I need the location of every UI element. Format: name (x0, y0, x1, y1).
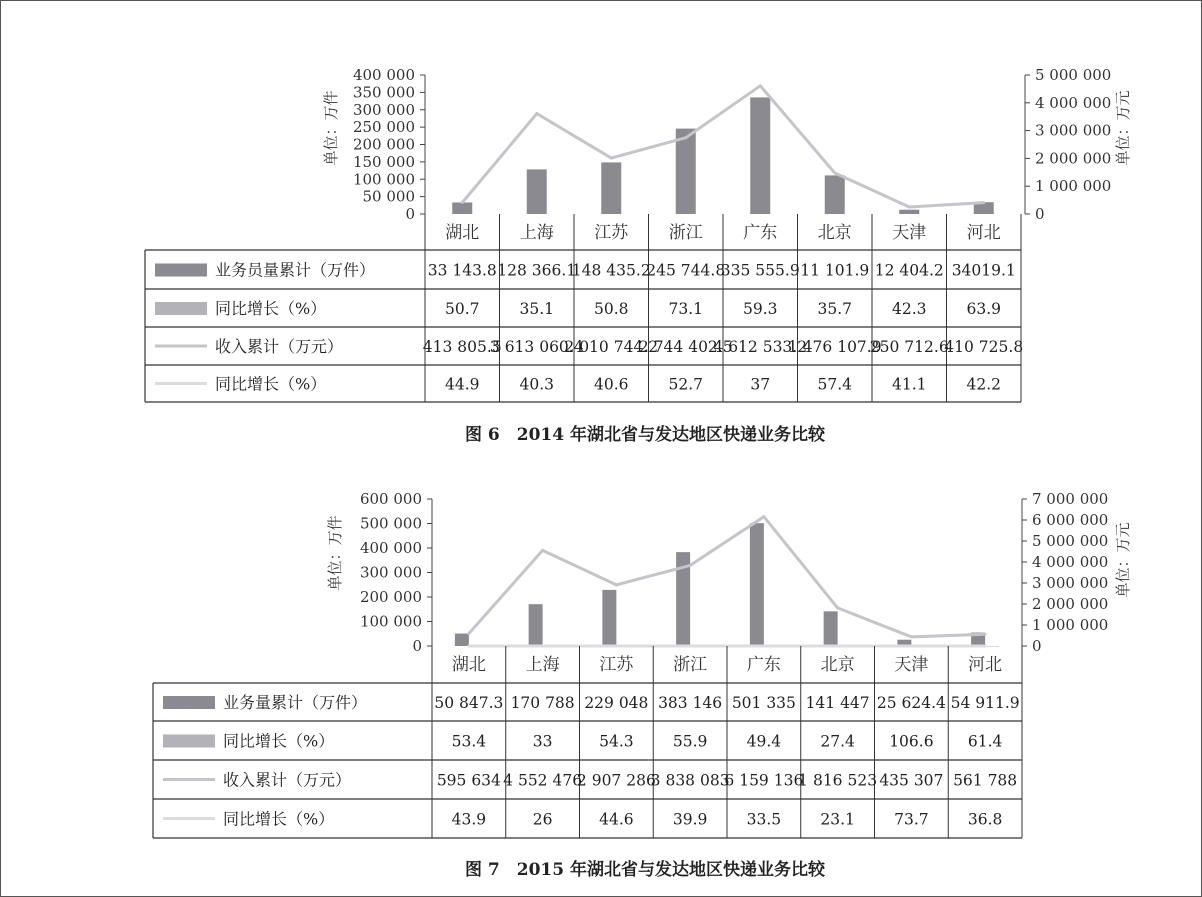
series-label: 同比增长（%） (215, 299, 327, 318)
line-point-3-7 (984, 644, 987, 647)
right-tick-label: 3 000 000 (1035, 121, 1112, 140)
bar-0-1 (529, 604, 543, 646)
table-cell: 40.6 (593, 375, 629, 394)
line-point-3-2 (615, 644, 618, 647)
category-label: 浙江 (668, 223, 703, 243)
left-tick-label: 0 (405, 205, 415, 223)
category-label: 江苏 (594, 223, 629, 243)
category-label: 湖北 (451, 655, 486, 675)
line-point-2-1 (541, 549, 544, 552)
table-cell: 53.4 (451, 732, 487, 751)
table-cell: 63.9 (966, 300, 1002, 318)
line-point-3-1 (541, 644, 544, 647)
table-cell: 49.4 (746, 732, 782, 751)
category-label: 天津 (892, 223, 927, 243)
bar-0-1 (527, 169, 547, 214)
right-tick-label: 5 000 000 (1035, 66, 1112, 84)
series-label: 业务员量累计（万件） (215, 260, 376, 280)
bar-1-7 (985, 646, 999, 647)
legend-key-1 (155, 302, 207, 315)
table-cell: 73.1 (668, 300, 704, 318)
right-axis-unit-label: 单位：万元 (1114, 90, 1132, 166)
table-cell: 37 (750, 375, 771, 394)
table-cell: 501 335 (731, 694, 796, 712)
table-cell: 12 404.2 (874, 261, 944, 280)
table-cell: 245 744.8 (646, 261, 726, 280)
line-point-2-2 (610, 157, 613, 160)
bar-0-3 (676, 129, 696, 214)
series-label: 收入累计（万元） (223, 770, 352, 790)
table-cell: 36.8 (967, 810, 1003, 829)
right-tick-label: 4 000 000 (1032, 553, 1109, 571)
bar-0-4 (750, 97, 770, 214)
table-cell: 50 847.3 (434, 694, 504, 712)
table-cell: 43.9 (451, 810, 487, 829)
table-cell: 35.7 (817, 300, 853, 318)
category-label: 河北 (966, 223, 1001, 243)
left-tick-label: 300 000 (359, 563, 422, 582)
left-tick-label: 100 000 (359, 612, 422, 631)
right-tick-label: 7 000 000 (1032, 490, 1109, 508)
table-cell: 2 907 286 (576, 771, 656, 790)
right-axis-unit-label: 单位：万元 (1114, 522, 1132, 598)
bar-0-5 (824, 611, 838, 646)
table-cell: 2 744 402.5 (638, 338, 733, 356)
category-label: 广东 (746, 655, 781, 675)
table-cell: 561 788 (953, 771, 1018, 790)
table-cell: 57.4 (817, 375, 853, 394)
bar-0-6 (899, 210, 919, 214)
left-tick-label: 0 (412, 637, 422, 655)
left-tick-label: 50 000 (362, 187, 415, 206)
right-tick-label: 3 000 000 (1032, 574, 1109, 592)
line-point-2-5 (836, 606, 839, 609)
legend-key-0 (163, 696, 215, 709)
figure-caption: 图 6 2014 年湖北省与发达地区快递业务比较 (465, 425, 825, 445)
table-cell: 27.4 (820, 732, 855, 751)
table-cell: 106.6 (889, 732, 934, 751)
legend-key-1 (163, 735, 215, 748)
category-label: 北京 (820, 655, 855, 675)
table-cell: 250 712.6 (869, 338, 949, 356)
table-cell: 55.9 (672, 732, 708, 751)
category-label: 河北 (968, 655, 1003, 675)
left-tick-label: 400 000 (352, 66, 415, 84)
table-cell: 3 838 083 (650, 771, 730, 790)
category-label: 上海 (519, 223, 554, 243)
line-point-2-3 (684, 136, 687, 139)
table-cell: 6 159 136 (724, 771, 804, 790)
left-tick-label: 400 000 (359, 539, 422, 557)
right-tick-label: 2 000 000 (1035, 149, 1112, 168)
line-point-2-2 (615, 583, 618, 586)
table-cell: 44.6 (599, 810, 634, 829)
line-point-3-3 (689, 644, 692, 647)
table-cell: 4 552 476 (503, 771, 583, 790)
line-point-2-3 (689, 564, 692, 567)
table-cell: 35.1 (519, 300, 555, 318)
series-label: 业务量累计（万件） (223, 693, 368, 712)
table-cell: 170 788 (510, 694, 575, 712)
line-point-2-6 (910, 635, 913, 638)
left-tick-label: 150 000 (352, 152, 415, 171)
line-point-2-1 (535, 112, 538, 115)
table-cell: 42.2 (966, 375, 1002, 394)
table-cell: 59.3 (742, 300, 778, 318)
table-cell: 128 366.1 (497, 261, 577, 280)
category-label: 天津 (894, 655, 929, 675)
table-cell: 34019.1 (951, 261, 1016, 280)
table-cell: 23.1 (820, 810, 855, 829)
table-cell: 141 447 (805, 694, 870, 712)
table-cell: 40.3 (519, 375, 555, 394)
table-cell: 42.3 (891, 300, 927, 318)
left-axis-unit-label: 单位：万件 (322, 90, 340, 166)
table-cell: 39.9 (672, 810, 708, 829)
table-cell: 73.7 (894, 810, 929, 829)
line-point-2-5 (833, 171, 836, 174)
figure-caption: 图 7 2015 年湖北省与发达地区快递业务比较 (465, 860, 825, 880)
line-point-3-5 (836, 644, 839, 647)
table-cell: 50.8 (593, 300, 629, 318)
right-tick-label: 1 000 000 (1035, 177, 1112, 196)
table-cell: 61.4 (967, 732, 1003, 751)
line-point-2-0 (461, 201, 464, 204)
table-cell: 25 624.4 (876, 694, 946, 712)
bar-0-0 (455, 634, 469, 646)
left-tick-label: 200 000 (359, 588, 422, 606)
table-cell: 4 612 533.2 (713, 338, 808, 356)
category-label: 北京 (817, 223, 852, 243)
series-label: 同比增长（%） (223, 809, 335, 829)
table-cell: 410 725.8 (944, 338, 1024, 356)
table-cell: 1 476 107.9 (787, 338, 882, 356)
table-cell: 335 555.9 (720, 261, 800, 280)
table-cell: 44.9 (444, 375, 480, 394)
table-cell: 229 048 (584, 694, 649, 712)
bar-0-4 (750, 523, 764, 646)
right-tick-label: 5 000 000 (1032, 532, 1109, 550)
left-axis-unit-label: 单位：万件 (326, 515, 344, 591)
line-point-3-0 (467, 644, 470, 647)
category-label: 浙江 (673, 655, 708, 675)
right-tick-label: 0 (1032, 637, 1042, 655)
series-label: 同比增长（%） (215, 374, 327, 394)
table-cell: 41.1 (891, 375, 927, 394)
table-cell: 50.7 (444, 300, 480, 318)
right-tick-label: 6 000 000 (1032, 511, 1109, 529)
category-label: 广东 (743, 223, 778, 243)
table-cell: 54 911.9 (950, 694, 1020, 712)
left-tick-label: 500 000 (359, 514, 422, 533)
category-label: 江苏 (599, 655, 634, 675)
line-point-2-6 (908, 206, 911, 209)
series-label: 收入累计（万元） (215, 337, 344, 356)
table-cell: 595 634 (436, 771, 501, 790)
table-cell: 2 010 744.2 (564, 338, 659, 356)
right-tick-label: 1 000 000 (1032, 616, 1109, 634)
series-line-2 (469, 517, 985, 637)
table-cell: 52.7 (668, 375, 704, 394)
table-cell: 33 143.8 (427, 261, 497, 280)
series-label: 同比增长（%） (223, 731, 335, 751)
bar-0-0 (452, 202, 472, 214)
table-cell: 1 816 523 (798, 771, 878, 790)
legend-key-0 (155, 264, 207, 277)
left-tick-label: 200 000 (352, 135, 415, 154)
line-point-3-6 (910, 644, 913, 647)
table-cell: 435 307 (879, 771, 944, 790)
left-tick-label: 250 000 (352, 118, 415, 137)
line-point-2-4 (759, 84, 762, 87)
table-cell: 413 805.5 (422, 338, 502, 356)
left-tick-label: 300 000 (352, 100, 415, 119)
table-cell: 26 (532, 810, 553, 829)
bar-0-5 (825, 175, 845, 214)
table-cell: 3 613 060.4 (489, 338, 584, 356)
right-tick-label: 0 (1035, 205, 1045, 223)
line-point-3-4 (762, 644, 765, 647)
line-point-2-7 (982, 201, 985, 204)
table-cell: 11 101.9 (800, 261, 870, 280)
bar-0-2 (602, 590, 616, 646)
table-cell: 33 (532, 732, 553, 751)
category-label: 湖北 (445, 223, 480, 243)
right-tick-label: 4 000 000 (1035, 93, 1112, 112)
line-point-2-7 (984, 633, 987, 636)
left-tick-label: 600 000 (359, 490, 422, 508)
table-cell: 383 146 (658, 694, 723, 712)
line-point-2-4 (762, 515, 765, 518)
table-cell: 148 435.2 (571, 261, 651, 280)
category-label: 上海 (525, 655, 560, 675)
table-cell: 33.5 (746, 810, 782, 829)
line-point-2-0 (467, 632, 470, 635)
table-cell: 54.3 (599, 732, 634, 751)
left-tick-label: 350 000 (352, 83, 415, 102)
right-tick-label: 2 000 000 (1032, 595, 1109, 613)
bar-0-2 (601, 162, 621, 214)
left-tick-label: 100 000 (352, 170, 415, 189)
